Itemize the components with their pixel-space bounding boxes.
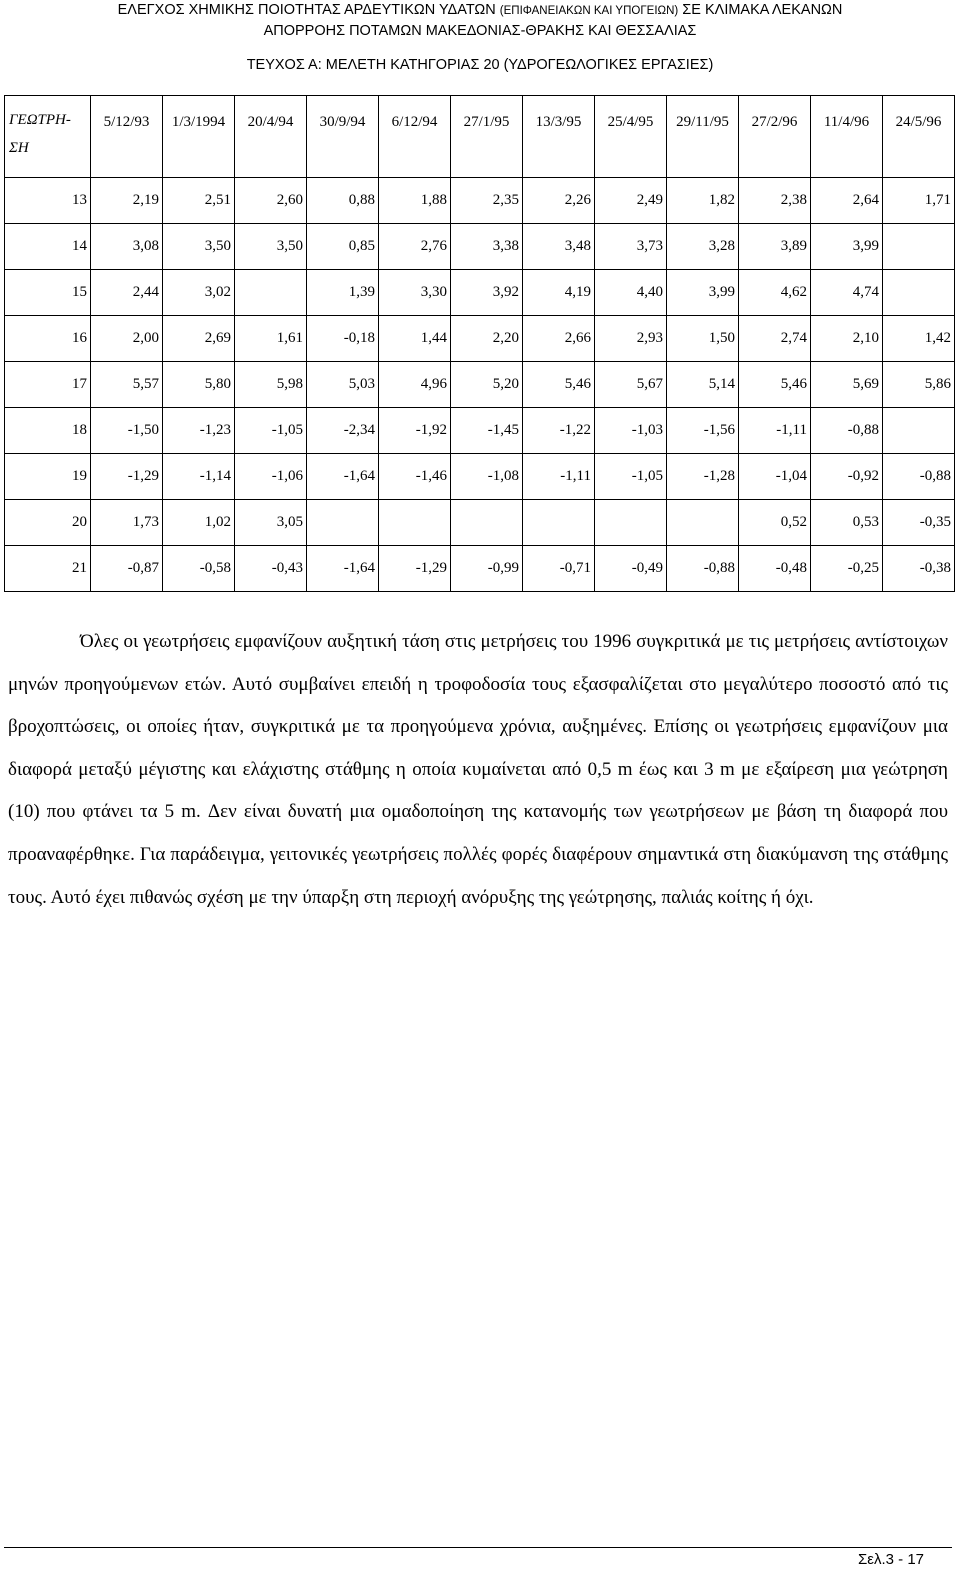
value-cell: 1,42 bbox=[883, 316, 955, 362]
value-cell: -0,99 bbox=[451, 546, 523, 592]
value-cell: -0,88 bbox=[811, 408, 883, 454]
value-cell: 0,88 bbox=[307, 178, 379, 224]
value-cell: -1,14 bbox=[163, 454, 235, 500]
value-cell bbox=[883, 408, 955, 454]
table-row bbox=[5, 224, 955, 270]
table-row bbox=[5, 270, 955, 316]
value-cell: 5,57 bbox=[91, 362, 163, 408]
value-cell: -1,06 bbox=[235, 454, 307, 500]
well-id-cell: 20 bbox=[5, 500, 91, 546]
value-cell: 5,03 bbox=[307, 362, 379, 408]
value-cell: -1,28 bbox=[667, 454, 739, 500]
value-cell bbox=[883, 270, 955, 316]
well-id-cell: 18 bbox=[5, 408, 91, 454]
value-cell: 3,92 bbox=[451, 270, 523, 316]
value-cell: 2,44 bbox=[91, 270, 163, 316]
well-header-line-1: ΓΕΩΤΡΗ- bbox=[9, 112, 71, 128]
value-cell: -0,35 bbox=[883, 500, 955, 546]
value-cell: -1,05 bbox=[235, 408, 307, 454]
date-column-header: 5/12/93 bbox=[91, 96, 163, 178]
value-cell: 5,69 bbox=[811, 362, 883, 408]
date-column-header: 30/9/94 bbox=[307, 96, 379, 178]
value-cell: 3,38 bbox=[451, 224, 523, 270]
well-id-cell: 21 bbox=[5, 546, 91, 592]
value-cell bbox=[235, 270, 307, 316]
value-cell: 2,76 bbox=[379, 224, 451, 270]
well-id-cell: 17 bbox=[5, 362, 91, 408]
value-cell bbox=[523, 500, 595, 546]
value-cell: -0,71 bbox=[523, 546, 595, 592]
table-row bbox=[5, 178, 955, 224]
value-cell bbox=[595, 500, 667, 546]
value-cell: 1,88 bbox=[379, 178, 451, 224]
body-paragraph: Όλες οι γεωτρήσεις εμφανίζουν αυξητική τάση στις μετρήσεις του 1996 συγκριτικά με τις μετρήσεις αντίστοιχων μηνών προηγούμενων ετών. Αυτό συμβαίνει επειδή η τροφοδοσία τους εξασφαλίζεται στο μεγαλύτερο ποσοστό από τις βροχοπτώσεις, οι οποίες ήταν, συγκριτικά με τα προηγούμενα χρόνια, αυξημένες. Επίσης οι γεωτρήσεις εμφανίζουν μια διαφορά μεταξύ μέγιστης και ελάχιστης στάθμης η οποία κυμαίνεται από 0,5 m έως και 3 m με εξαίρεση μια γεώτρηση (10) που φτάνει τα 5 m. Δεν είναι δυνατή μια ομαδοποίηση της κατανομής των γεωτρήσεων με βάση τη διαφορά που προαναφέρθηκε. Για παράδειγμα, γειτονικές γεωτρήσεις πολλές φορές διαφέρουν σημαντικά στη διακύμανση της στάθμης τους. Αυτό έχει πιθανώς σχέση με την ύπαρξη στη περιοχή ανόρυξης της γεώτρησης, παλιάς κοίτης ή όχι. bbox=[8, 631, 948, 908]
value-cell: 3,02 bbox=[163, 270, 235, 316]
header-title-parenthetical: (ΕΠΙΦΑΝΕΙΑΚΩΝ ΚΑΙ ΥΠΟΓΕΙΩΝ) bbox=[499, 5, 679, 17]
table-row bbox=[5, 408, 955, 454]
value-cell: 2,69 bbox=[163, 316, 235, 362]
value-cell: 3,08 bbox=[91, 224, 163, 270]
value-cell: 3,30 bbox=[379, 270, 451, 316]
table-row bbox=[5, 454, 955, 500]
value-cell: 4,19 bbox=[523, 270, 595, 316]
value-cell: -1,11 bbox=[523, 454, 595, 500]
value-cell: -0,92 bbox=[811, 454, 883, 500]
date-column-header: 1/3/1994 bbox=[163, 96, 235, 178]
value-cell bbox=[379, 500, 451, 546]
well-id-cell: 14 bbox=[5, 224, 91, 270]
value-cell: 1,44 bbox=[379, 316, 451, 362]
value-cell: 5,20 bbox=[451, 362, 523, 408]
body-text bbox=[8, 621, 948, 919]
value-cell: 5,46 bbox=[523, 362, 595, 408]
value-cell: -0,18 bbox=[307, 316, 379, 362]
header-line-1 bbox=[0, 0, 960, 21]
value-cell: -1,08 bbox=[451, 454, 523, 500]
well-header-line-2: ΣΗ bbox=[9, 140, 29, 156]
value-cell: -1,64 bbox=[307, 546, 379, 592]
value-cell: 5,98 bbox=[235, 362, 307, 408]
date-column-header: 29/11/95 bbox=[667, 96, 739, 178]
value-cell: -1,50 bbox=[91, 408, 163, 454]
value-cell: -1,29 bbox=[379, 546, 451, 592]
well-id-cell: 16 bbox=[5, 316, 91, 362]
page-number: Σελ.3 - 17 bbox=[858, 1551, 924, 1568]
value-cell: -0,88 bbox=[667, 546, 739, 592]
value-cell: -1,05 bbox=[595, 454, 667, 500]
well-id-cell: 19 bbox=[5, 454, 91, 500]
value-cell: 1,61 bbox=[235, 316, 307, 362]
value-cell: -1,45 bbox=[451, 408, 523, 454]
table-row bbox=[5, 362, 955, 408]
value-cell bbox=[883, 224, 955, 270]
value-cell: 0,85 bbox=[307, 224, 379, 270]
value-cell: -1,22 bbox=[523, 408, 595, 454]
value-cell: 3,99 bbox=[811, 224, 883, 270]
value-cell: -0,48 bbox=[739, 546, 811, 592]
value-cell: 2,51 bbox=[163, 178, 235, 224]
value-cell: 3,48 bbox=[523, 224, 595, 270]
table-row bbox=[5, 500, 955, 546]
value-cell: 2,10 bbox=[811, 316, 883, 362]
value-cell: 1,71 bbox=[883, 178, 955, 224]
value-cell: -0,58 bbox=[163, 546, 235, 592]
value-cell: -1,23 bbox=[163, 408, 235, 454]
value-cell: 5,80 bbox=[163, 362, 235, 408]
value-cell: 4,74 bbox=[811, 270, 883, 316]
value-cell: 2,74 bbox=[739, 316, 811, 362]
date-column-header: 25/4/95 bbox=[595, 96, 667, 178]
value-cell: 3,50 bbox=[235, 224, 307, 270]
header-volume-title: ΤΕΥΧΟΣ Α: ΜΕΛΕΤΗ ΚΑΤΗΓΟΡΙΑΣ 20 (ΥΔΡΟΓΕΩΛΟΓΙΚΕΣ ΕΡΓΑΣΙΕΣ) bbox=[246, 57, 714, 73]
value-cell: 5,86 bbox=[883, 362, 955, 408]
value-cell: 3,73 bbox=[595, 224, 667, 270]
date-column-header: 6/12/94 bbox=[379, 96, 451, 178]
well-id-cell: 13 bbox=[5, 178, 91, 224]
value-cell bbox=[667, 500, 739, 546]
value-cell: -1,56 bbox=[667, 408, 739, 454]
value-cell: 4,96 bbox=[379, 362, 451, 408]
date-column-header: 11/4/96 bbox=[811, 96, 883, 178]
value-cell: 4,62 bbox=[739, 270, 811, 316]
value-cell: -1,03 bbox=[595, 408, 667, 454]
value-cell: -2,34 bbox=[307, 408, 379, 454]
value-cell: 3,28 bbox=[667, 224, 739, 270]
footer-rule bbox=[4, 1547, 952, 1548]
water-level-table bbox=[4, 95, 955, 592]
value-cell: 2,26 bbox=[523, 178, 595, 224]
value-cell: -0,88 bbox=[883, 454, 955, 500]
header-title-tail: ΣΕ ΚΛΙΜΑΚΑ ΛΕΚΑΝΩΝ bbox=[682, 2, 843, 18]
value-cell: 5,67 bbox=[595, 362, 667, 408]
header-line-2: ΑΠΟΡΡΟΗΣ ΠΟΤΑΜΩΝ ΜΑΚΕΔΟΝΙΑΣ-ΘΡΑΚΗΣ ΚΑΙ ΘΕΣΣΑΛΙΑΣ bbox=[263, 23, 697, 39]
value-cell: 2,38 bbox=[739, 178, 811, 224]
value-cell: 0,52 bbox=[739, 500, 811, 546]
value-cell: -0,87 bbox=[91, 546, 163, 592]
value-cell: -0,38 bbox=[883, 546, 955, 592]
value-cell: 5,46 bbox=[739, 362, 811, 408]
value-cell: 2,35 bbox=[451, 178, 523, 224]
value-cell: -0,25 bbox=[811, 546, 883, 592]
value-cell: 3,50 bbox=[163, 224, 235, 270]
value-cell: -0,49 bbox=[595, 546, 667, 592]
value-cell: 1,82 bbox=[667, 178, 739, 224]
table-row bbox=[5, 546, 955, 592]
value-cell: 4,40 bbox=[595, 270, 667, 316]
value-cell: 1,73 bbox=[91, 500, 163, 546]
value-cell: 2,20 bbox=[451, 316, 523, 362]
value-cell: 0,53 bbox=[811, 500, 883, 546]
value-cell: 2,60 bbox=[235, 178, 307, 224]
value-cell: 3,89 bbox=[739, 224, 811, 270]
date-column-header: 27/1/95 bbox=[451, 96, 523, 178]
value-cell: -1,92 bbox=[379, 408, 451, 454]
date-column-header: 24/5/96 bbox=[883, 96, 955, 178]
value-cell: -1,11 bbox=[739, 408, 811, 454]
value-cell: 3,05 bbox=[235, 500, 307, 546]
value-cell: -1,64 bbox=[307, 454, 379, 500]
value-cell: -0,43 bbox=[235, 546, 307, 592]
table-row bbox=[5, 316, 955, 362]
document-header bbox=[0, 0, 960, 75]
well-id-cell: 15 bbox=[5, 270, 91, 316]
value-cell: -1,29 bbox=[91, 454, 163, 500]
well-column-header bbox=[5, 96, 91, 178]
value-cell: 5,14 bbox=[667, 362, 739, 408]
value-cell: -1,04 bbox=[739, 454, 811, 500]
table-header-row bbox=[5, 96, 955, 178]
value-cell: 2,66 bbox=[523, 316, 595, 362]
value-cell: -1,46 bbox=[379, 454, 451, 500]
value-cell: 2,19 bbox=[91, 178, 163, 224]
value-cell: 1,02 bbox=[163, 500, 235, 546]
value-cell: 3,99 bbox=[667, 270, 739, 316]
value-cell: 1,50 bbox=[667, 316, 739, 362]
value-cell: 2,93 bbox=[595, 316, 667, 362]
header-title-main: ΕΛΕΓΧΟΣ ΧΗΜΙΚΗΣ ΠΟΙΟΤΗΤΑΣ ΑΡΔΕΥΤΙΚΩΝ ΥΔΑΤΩΝ bbox=[117, 2, 496, 18]
date-column-header: 27/2/96 bbox=[739, 96, 811, 178]
date-column-header: 13/3/95 bbox=[523, 96, 595, 178]
value-cell bbox=[307, 500, 379, 546]
value-cell: 2,49 bbox=[595, 178, 667, 224]
value-cell: 2,64 bbox=[811, 178, 883, 224]
value-cell bbox=[451, 500, 523, 546]
value-cell: 2,00 bbox=[91, 316, 163, 362]
date-column-header: 20/4/94 bbox=[235, 96, 307, 178]
value-cell: 1,39 bbox=[307, 270, 379, 316]
